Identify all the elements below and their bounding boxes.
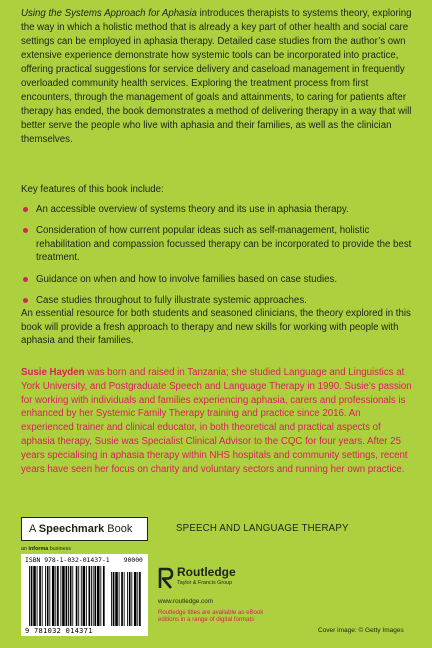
list-item: Consideration of how current popular ideas such as self-management, holistic rehabilitation and compassion focussed therapy can be incorporated to provide the best treatment. [21,224,413,264]
publisher-name: Routledge [177,565,236,579]
ebook-note: Routledge titles are available as eBook editions in a range of digital formats [158,609,264,624]
barcode-bar [111,572,112,626]
routledge-logo-icon [158,567,174,589]
list-item: Case studies throughout to fully illustrate systemic approaches. [21,294,413,307]
barcode-bar [100,566,101,626]
barcode-bar [42,566,43,626]
barcode-bar [89,566,91,626]
publisher-tagline: Taylor & Francis Group [177,580,233,586]
barcode-bar [103,566,105,626]
subject-category: SPEECH AND LANGUAGE THERAPY [176,523,349,534]
isbn-line [25,556,144,564]
bullet-icon [23,228,28,233]
barcode-bar [33,566,36,626]
barcode [21,554,148,636]
book-title: Using the Systems Approach for Aphasia [21,8,197,19]
intro-paragraph [21,7,413,147]
barcode-bar [31,566,33,626]
barcode-bar [78,566,79,626]
barcode-bar [29,566,30,626]
publisher-url: www.routledge.com [158,598,213,605]
barcode-bar [60,566,61,626]
barcode-bar [66,566,68,626]
barcode-bar [139,572,141,626]
barcode-bar [86,566,87,626]
barcode-bar [115,572,118,626]
key-features-list [21,203,413,315]
barcode-bar [81,566,82,626]
barcode-bar [62,566,65,626]
list-item: An accessible overview of systems theory and its use in aphasia therapy. [21,203,413,216]
barcode-bar [45,566,46,626]
barcode-bar [127,572,128,626]
barcode-bar [94,566,96,626]
barcode-bar [68,566,69,626]
barcode-bar [83,566,86,626]
barcode-bar [124,572,125,626]
barcode-bar [72,566,73,626]
barcode-bar [137,572,138,626]
bullet-icon [23,277,28,282]
barcode-bar [93,566,94,626]
barcode-bar [39,566,41,626]
author-bio [21,366,413,476]
barcode-bar [47,566,49,626]
barcode-bar [57,566,59,626]
informa-business-label: an informa business [21,546,72,552]
isbn: ISBN 978-1-032-01437-1 [25,556,110,564]
barcode-bar [52,566,55,626]
intro-text: introduces therapists to systems theory, exploring the way in which a holistic method that is already a key part of other health and social care settings can be employed in aphasia therapy. Detailed case studies from the author’s own extensive experience demonstrate how systemic tools can be incorporated into practice, offering practical suggestions for service delivery and caseload management in frequently overloaded community health services. Exploring the treatment process from first encounters, through the management of goals and attainments, to caring for patients after therapy has ended, the book demonstrates a method of delivering therapy in a way that will better serve the people who live with aphasia and their families, as well as the clinician themselves. [21,8,412,146]
closing-paragraph: An essential resource for both students and seasoned clinicians, the theory explored in this book will provide a fresh approach to therapy and new skills for working with people with aphasia and their families. [21,308,411,347]
barcode-bar [91,566,92,626]
barcode-bar [131,572,132,626]
barcode-bar [70,566,72,626]
price-code: 90000 [123,556,143,564]
bullet-icon [23,207,28,212]
list-item: Guidance on when and how to involve families based on case studies. [21,273,413,286]
barcode-bar [49,566,50,626]
cover-credit: Cover image: © Getty Images [318,627,404,634]
barcode-digits: 9 781032 014371 [25,627,93,635]
barcode-bar [134,572,137,626]
barcode-bars [25,566,144,628]
bullet-icon [23,298,28,303]
barcode-bar [97,566,100,626]
barcode-bar [37,566,38,626]
barcode-bar [119,572,120,626]
barcode-bar [113,572,115,626]
barcode-bar [76,566,78,626]
barcode-bar [55,566,56,626]
author-bio-text: was born and raised in Tanzania; she studied Language and Linguistics at York University, and Postgraduate Speech and Language Therapy in 1990. Susie’s passion for working with individuals and families experiencing aphasia, carers and professionals is enhanced by her Systemic Family Therapy training and practice since 2016. An experienced trainer and clinical educator, in both theoretical and practical aspects of aphasia therapy, Susie was Specialist Clinical Advisor to the CQC for four years. After 25 years specialising in aphasia therapy within NHS hospitals and community settings, recent years have seen her focus on charity and voluntary sectors and running her own practice. [21,367,412,475]
author-name: Susie Hayden [21,367,85,378]
barcode-bar [129,572,131,626]
key-features-heading: Key features of this book include: [21,184,164,195]
barcode-bar [121,572,123,626]
speechmark-logo: A Speechmark Book [21,517,148,541]
